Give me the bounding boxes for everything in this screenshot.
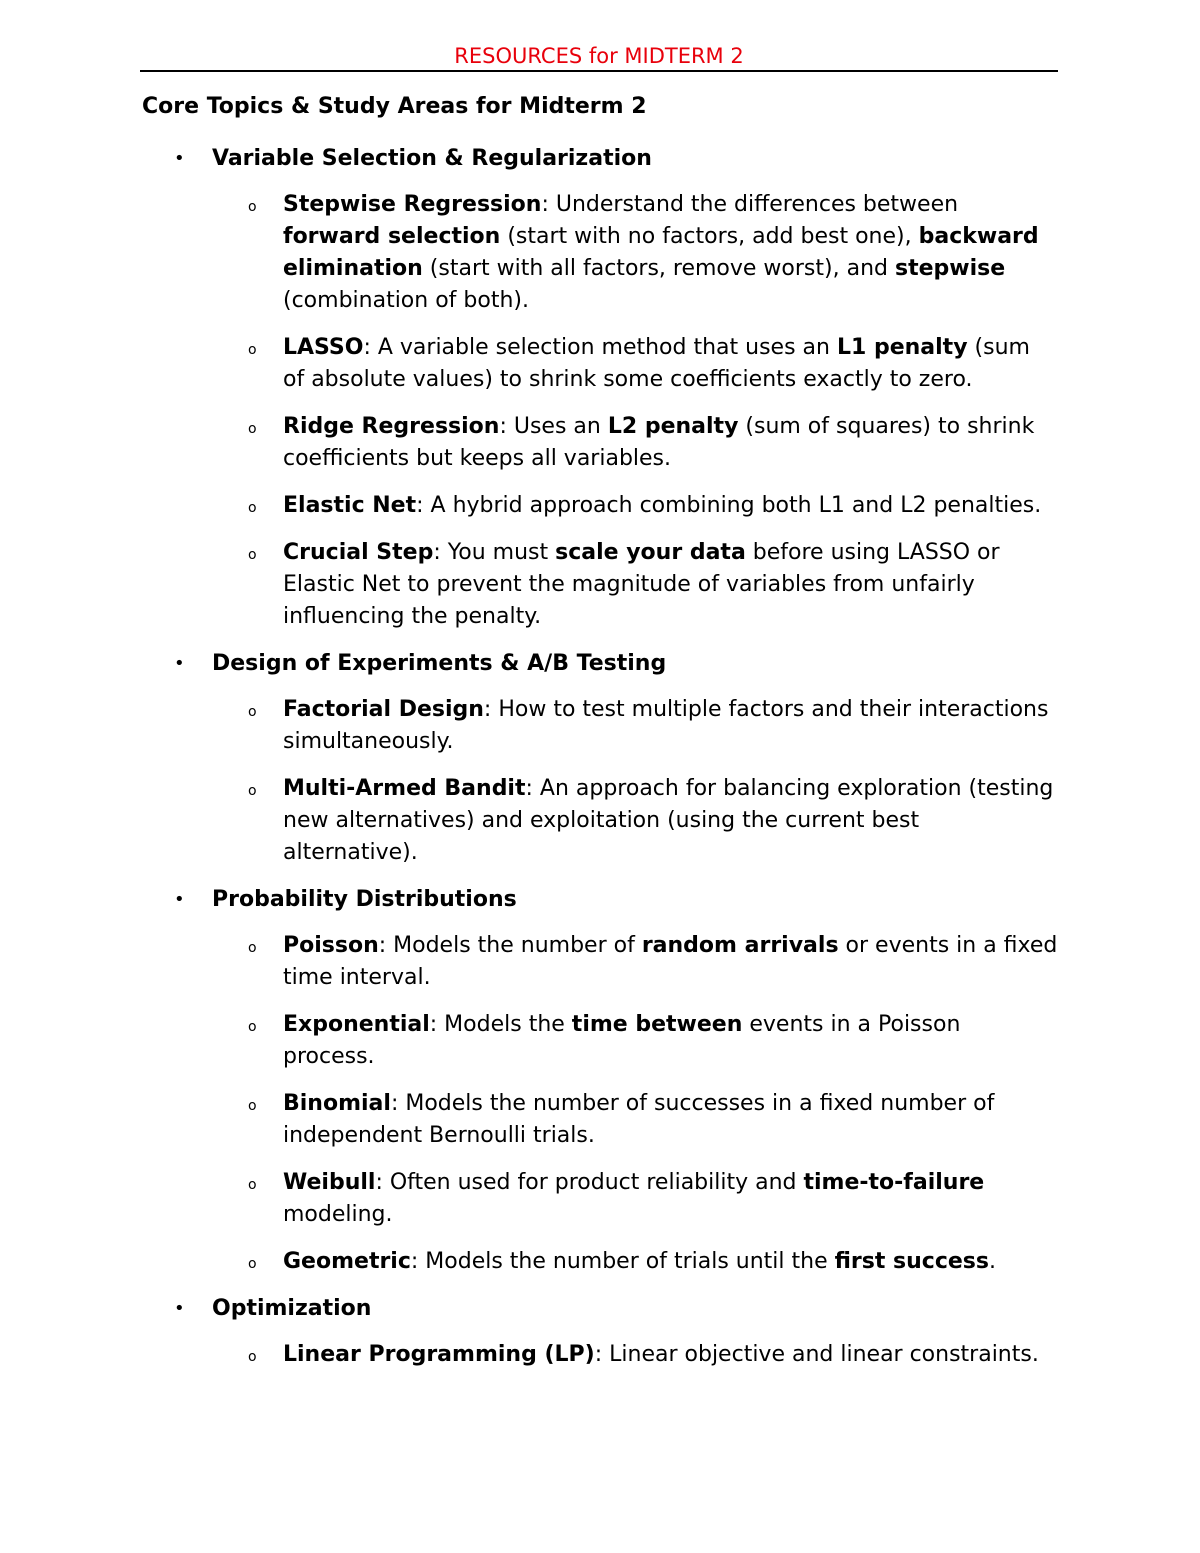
bold-term: Poisson — [283, 933, 379, 958]
sub-bullet-icon: o — [248, 1019, 257, 1035]
subtopic-item — [140, 490, 1058, 522]
sub-bullet-icon: o — [248, 547, 257, 563]
section-heading-text: Variable Selection & Regularization — [212, 146, 652, 171]
item-text: : Understand the differences between — [541, 192, 959, 217]
bold-term: time-to-failure — [803, 1170, 985, 1195]
bold-term: L1 penalty — [836, 335, 968, 360]
bold-term: Linear Programming (LP) — [283, 1342, 595, 1367]
subtopic-list — [140, 1339, 1058, 1371]
sub-bullet-icon: o — [248, 940, 257, 956]
page-header: RESOURCES for MIDTERM 2 — [454, 44, 744, 68]
bold-term: random arrivals — [641, 933, 839, 958]
subtopic-item — [140, 1167, 1058, 1231]
item-text: : Models the — [429, 1012, 572, 1037]
subtopic-item — [140, 1088, 1058, 1152]
item-text: : Linear objective and linear constraints. — [594, 1342, 1039, 1367]
subtopic-list — [140, 694, 1058, 869]
bullet-icon: • — [174, 148, 185, 169]
item-text: (sum of squares) to shrink coefficients but keeps all variables. — [283, 414, 1035, 471]
item-text: before using LASSO or Elastic Net to prevent the magnitude of variables from unfairly influencing the penalty. — [283, 540, 1000, 629]
subtopic-list — [140, 189, 1058, 633]
subtopic-item — [140, 537, 1058, 633]
item-text: : Uses an — [499, 414, 608, 439]
bold-term: Multi-Armed Bandit — [283, 776, 526, 801]
item-text: . — [989, 1249, 997, 1274]
subtopic-item — [140, 773, 1058, 869]
sub-bullet-icon: o — [248, 704, 257, 720]
subtopic-item — [140, 1009, 1058, 1073]
subtopic-item — [140, 411, 1058, 475]
bold-term: time between — [571, 1012, 743, 1037]
item-text: : Models the number of successes in a fixed number of independent Bernoulli trials. — [283, 1091, 995, 1148]
bold-term: Factorial Design — [283, 697, 484, 722]
bullet-icon: • — [174, 889, 185, 910]
section-heading — [140, 648, 1058, 680]
bold-term: backward elimination — [283, 224, 1039, 281]
subtopic-list — [140, 930, 1058, 1278]
section-heading-text: Design of Experiments & A/B Testing — [212, 651, 667, 676]
item-text: events in a Poisson process. — [283, 1012, 961, 1069]
item-text: : Models the number of trials until the — [410, 1249, 835, 1274]
subtopic-item — [140, 694, 1058, 758]
item-text: : An approach for balancing exploration (testing new alternatives) and exploitation (using the current best alternative). — [283, 776, 1054, 865]
subtopic-item — [140, 1339, 1058, 1371]
bold-term: scale your data — [555, 540, 746, 565]
bold-term: Geometric — [283, 1249, 411, 1274]
item-text: (start with all factors, remove worst), and — [422, 256, 895, 281]
sub-bullet-icon: o — [248, 783, 257, 799]
bullet-icon: • — [174, 1298, 185, 1319]
bold-term: Elastic Net — [283, 493, 417, 518]
document-title: Core Topics & Study Areas for Midterm 2 — [142, 94, 647, 119]
subtopic-item — [140, 930, 1058, 994]
sub-bullet-icon: o — [248, 1177, 257, 1193]
section-heading-text: Optimization — [212, 1296, 372, 1321]
sub-bullet-icon: o — [248, 421, 257, 437]
section — [140, 884, 1058, 1278]
bold-term: first success — [834, 1249, 990, 1274]
bold-term: stepwise — [894, 256, 1006, 281]
bold-term: L2 penalty — [607, 414, 739, 439]
item-text: : Models the number of — [378, 933, 642, 958]
bold-term: Binomial — [283, 1091, 391, 1116]
item-text: : How to test multiple factors and their interactions simultaneously. — [283, 697, 1049, 754]
item-text: : Often used for product reliability and — [375, 1170, 804, 1195]
topic-list — [140, 137, 1058, 1386]
bold-term: Stepwise Regression — [283, 192, 542, 217]
section — [140, 1293, 1058, 1371]
item-text: : A hybrid approach combining both L1 and L2 penalties. — [416, 493, 1042, 518]
sub-bullet-icon: o — [248, 342, 257, 358]
section-heading-text: Probability Distributions — [212, 887, 517, 912]
sub-bullet-icon: o — [248, 199, 257, 215]
bold-term: Weibull — [283, 1170, 376, 1195]
sub-bullet-icon: o — [248, 1349, 257, 1365]
section-heading — [140, 143, 1058, 175]
subtopic-item — [140, 1246, 1058, 1278]
item-text: or events in a fixed time interval. — [283, 933, 1058, 990]
item-text: : You must — [433, 540, 556, 565]
section-heading — [140, 1293, 1058, 1325]
item-text: (combination of both). — [283, 288, 529, 313]
sub-bullet-icon: o — [248, 1256, 257, 1272]
header-divider — [140, 70, 1058, 72]
bold-term: LASSO — [283, 335, 364, 360]
section — [140, 143, 1058, 633]
bold-term: forward selection — [283, 224, 501, 249]
bold-term: Crucial Step — [283, 540, 434, 565]
sub-bullet-icon: o — [248, 1098, 257, 1114]
subtopic-item — [140, 189, 1058, 317]
bold-term: Ridge Regression — [283, 414, 500, 439]
item-text: (sum of absolute values) to shrink some coefficients exactly to zero. — [283, 335, 1030, 392]
section — [140, 648, 1058, 869]
bold-term: Exponential — [283, 1012, 430, 1037]
item-text: modeling. — [283, 1202, 393, 1227]
section-heading — [140, 884, 1058, 916]
item-text: : A variable selection method that uses an — [363, 335, 837, 360]
item-text: (start with no factors, add best one), — [500, 224, 919, 249]
bullet-icon: • — [174, 653, 185, 674]
sub-bullet-icon: o — [248, 500, 257, 516]
subtopic-item — [140, 332, 1058, 396]
